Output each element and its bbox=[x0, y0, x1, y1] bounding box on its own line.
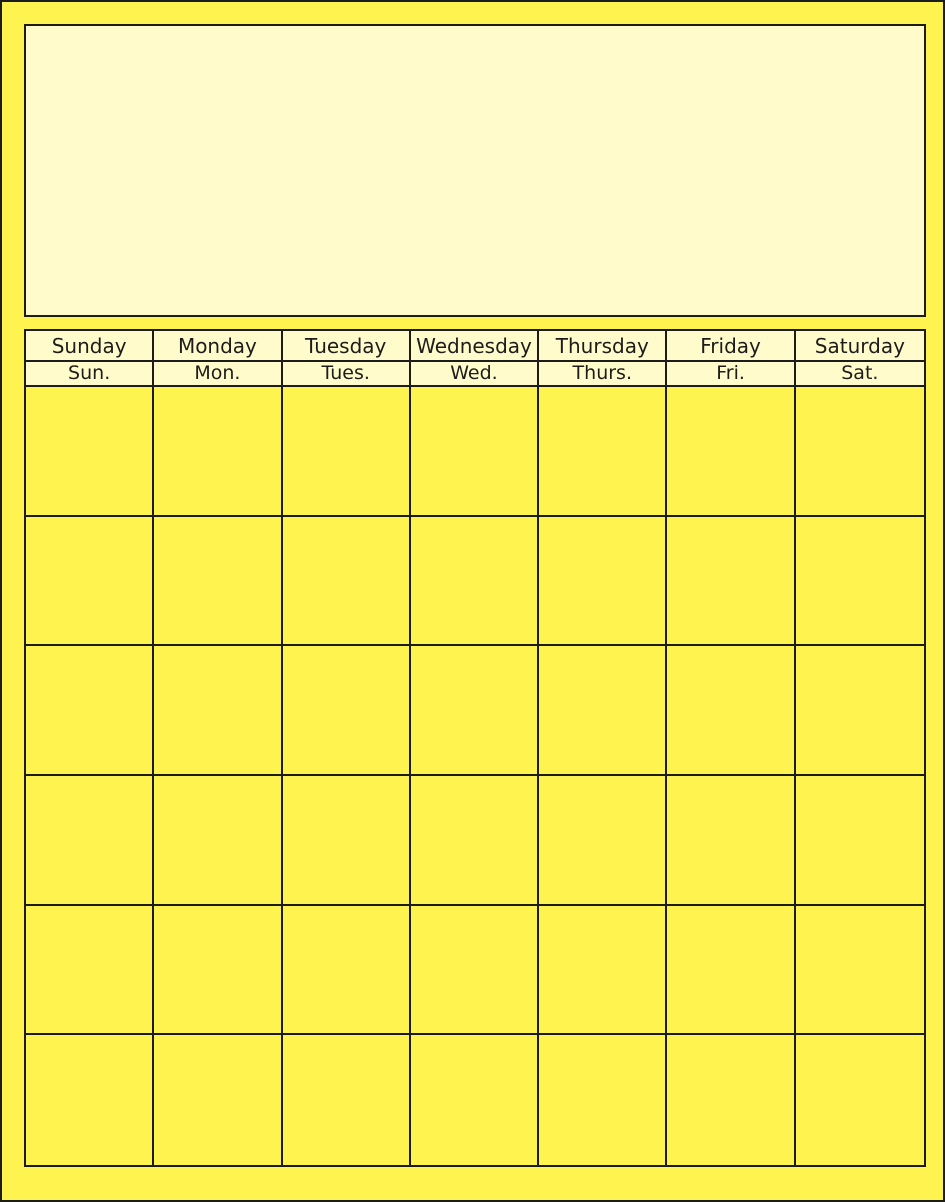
day-header-thursday: Thursday bbox=[539, 331, 667, 362]
day-cell[interactable] bbox=[154, 776, 282, 906]
day-cell[interactable] bbox=[539, 906, 667, 1036]
day-cell[interactable] bbox=[283, 517, 411, 647]
day-cell[interactable] bbox=[539, 517, 667, 647]
day-cell[interactable] bbox=[796, 646, 924, 776]
day-header-friday: Friday bbox=[667, 331, 795, 362]
day-header-tuesday: Tuesday bbox=[283, 331, 411, 362]
day-cell[interactable] bbox=[26, 776, 154, 906]
day-abbr-wednesday: Wed. bbox=[411, 362, 539, 387]
day-cell[interactable] bbox=[667, 1035, 795, 1165]
day-cell[interactable] bbox=[26, 646, 154, 776]
day-cell[interactable] bbox=[154, 906, 282, 1036]
day-cell[interactable] bbox=[411, 387, 539, 517]
day-cell[interactable] bbox=[154, 1035, 282, 1165]
day-cell[interactable] bbox=[26, 1035, 154, 1165]
day-abbr-tuesday: Tues. bbox=[283, 362, 411, 387]
day-header-wednesday: Wednesday bbox=[411, 331, 539, 362]
day-cell[interactable] bbox=[667, 646, 795, 776]
day-cell[interactable] bbox=[411, 1035, 539, 1165]
day-cell[interactable] bbox=[796, 906, 924, 1036]
day-header-monday: Monday bbox=[154, 331, 282, 362]
day-cell[interactable] bbox=[796, 387, 924, 517]
day-cell[interactable] bbox=[283, 776, 411, 906]
day-cell[interactable] bbox=[796, 776, 924, 906]
day-abbr-saturday: Sat. bbox=[796, 362, 924, 387]
day-header-sunday: Sunday bbox=[26, 331, 154, 362]
day-cell[interactable] bbox=[411, 776, 539, 906]
day-cell[interactable] bbox=[283, 1035, 411, 1165]
day-abbr-monday: Mon. bbox=[154, 362, 282, 387]
day-cell[interactable] bbox=[539, 776, 667, 906]
day-cell[interactable] bbox=[26, 517, 154, 647]
day-cell[interactable] bbox=[26, 906, 154, 1036]
day-cell[interactable] bbox=[667, 906, 795, 1036]
day-cell[interactable] bbox=[539, 387, 667, 517]
day-abbr-thursday: Thurs. bbox=[539, 362, 667, 387]
day-cell[interactable] bbox=[154, 387, 282, 517]
day-cell[interactable] bbox=[283, 387, 411, 517]
day-header-saturday: Saturday bbox=[796, 331, 924, 362]
day-abbr-friday: Fri. bbox=[667, 362, 795, 387]
day-cell[interactable] bbox=[283, 646, 411, 776]
day-cell[interactable] bbox=[26, 387, 154, 517]
calendar-grid bbox=[24, 329, 926, 1167]
day-cell[interactable] bbox=[796, 517, 924, 647]
day-cell[interactable] bbox=[667, 517, 795, 647]
day-cell[interactable] bbox=[539, 646, 667, 776]
day-cell[interactable] bbox=[411, 517, 539, 647]
day-cell[interactable] bbox=[796, 1035, 924, 1165]
day-cell[interactable] bbox=[283, 906, 411, 1036]
day-cell[interactable] bbox=[667, 387, 795, 517]
day-cell[interactable] bbox=[411, 646, 539, 776]
day-cell[interactable] bbox=[154, 646, 282, 776]
day-abbr-sunday: Sun. bbox=[26, 362, 154, 387]
day-cell[interactable] bbox=[411, 906, 539, 1036]
day-cell[interactable] bbox=[154, 517, 282, 647]
day-cell[interactable] bbox=[667, 776, 795, 906]
title-area bbox=[24, 24, 926, 317]
day-cell[interactable] bbox=[539, 1035, 667, 1165]
